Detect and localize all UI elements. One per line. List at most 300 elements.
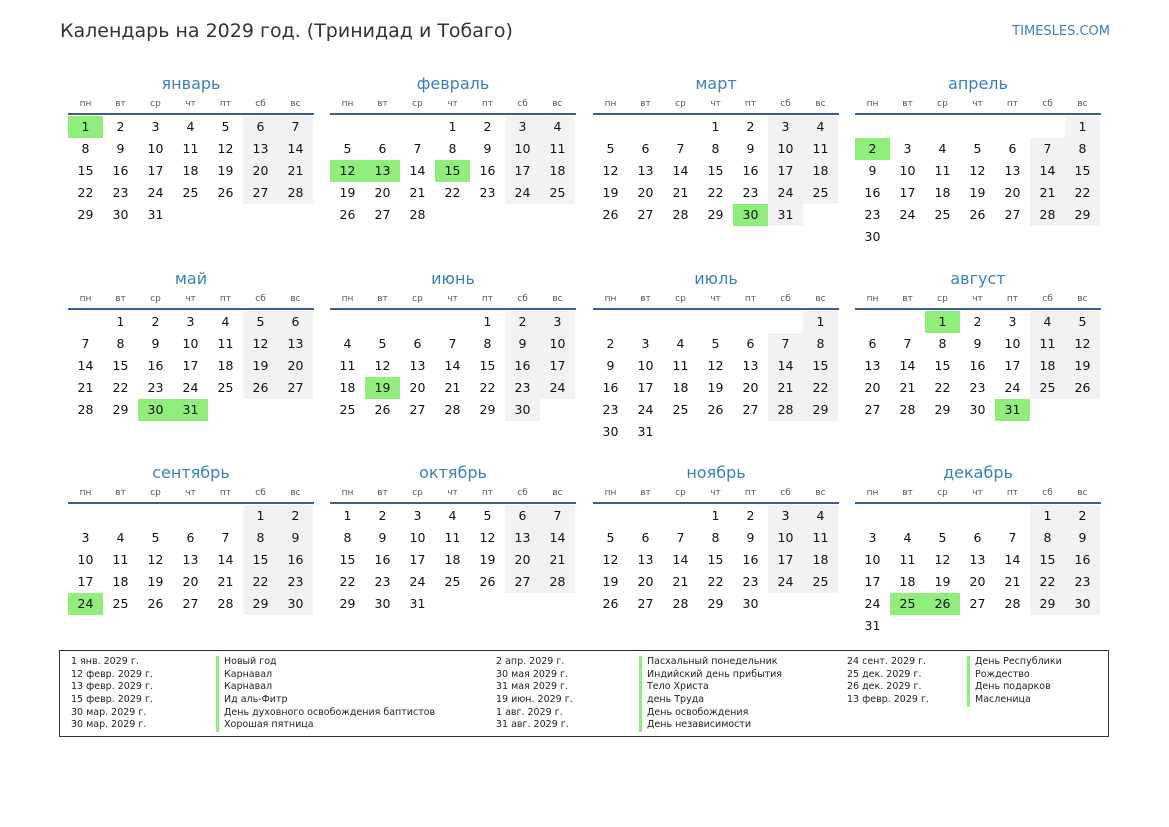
- empty-cell: [593, 311, 628, 333]
- day-cell: 19: [339, 185, 356, 200]
- holiday-day-cell: 1: [68, 116, 103, 138]
- legend-holiday-name: Индийский день прибытия: [647, 668, 783, 680]
- day-cell: 4: [343, 336, 352, 351]
- day-cell: 16: [864, 185, 881, 200]
- days-grid: [330, 505, 576, 615]
- day-cell: 2: [278, 505, 313, 527]
- weekday-label: сб: [780, 488, 791, 498]
- weekday-label: пт: [744, 488, 757, 498]
- day-cell: 20: [505, 549, 540, 571]
- legend-names-column: [639, 656, 782, 732]
- weekday-label: сб: [780, 294, 791, 304]
- weekday-label: пт: [219, 488, 232, 498]
- day-cell: 25: [444, 574, 461, 589]
- month-block: [593, 463, 839, 615]
- weekday-label: сб: [255, 294, 266, 304]
- day-cell: 25: [1030, 377, 1065, 399]
- weekday-label: вт: [377, 488, 388, 498]
- day-cell: 14: [768, 355, 803, 377]
- day-cell: 11: [803, 138, 838, 160]
- day-cell: 16: [602, 380, 619, 395]
- empty-cell: [890, 116, 925, 138]
- day-cell: 11: [444, 530, 461, 545]
- day-cell: 12: [1065, 333, 1100, 355]
- day-cell: 5: [938, 530, 947, 545]
- legend-date: 24 сент. 2029 г.: [847, 656, 927, 667]
- day-cell: 10: [768, 138, 803, 160]
- weekday-label: вс: [552, 99, 563, 109]
- weekday-label: пт: [481, 99, 494, 109]
- weekday-label: вт: [640, 294, 651, 304]
- day-cell: 23: [112, 185, 129, 200]
- day-cell: 25: [339, 402, 356, 417]
- weekday-label: вс: [815, 294, 826, 304]
- weekday-label: вс: [815, 488, 826, 498]
- weekday-label: вт: [377, 99, 388, 109]
- day-cell: 8: [243, 527, 278, 549]
- day-cell: 13: [637, 163, 654, 178]
- empty-cell: [365, 116, 400, 138]
- day-cell: 18: [899, 574, 916, 589]
- weekday-label: вс: [552, 294, 563, 304]
- weekday-label: сб: [1042, 99, 1053, 109]
- day-cell: 10: [899, 163, 916, 178]
- day-cell: 16: [479, 163, 496, 178]
- day-cell: 7: [413, 141, 422, 156]
- header-divider: [330, 113, 576, 115]
- day-cell: 10: [1004, 336, 1021, 351]
- day-cell: 29: [339, 596, 356, 611]
- weekday-header: [68, 292, 314, 306]
- weekday-header: [68, 97, 314, 111]
- day-cell: 3: [903, 141, 912, 156]
- day-cell: 12: [217, 141, 234, 156]
- month-name: декабрь: [943, 463, 1013, 482]
- site-link[interactable]: TIMESLES.COM: [1012, 24, 1110, 39]
- legend-date: 30 мар. 2029 г.: [71, 706, 147, 718]
- day-cell: 15: [803, 355, 838, 377]
- empty-cell: [698, 311, 733, 333]
- day-cell: 10: [768, 527, 803, 549]
- weekday-label: сб: [780, 99, 791, 109]
- day-cell: 5: [243, 311, 278, 333]
- day-cell: 18: [444, 552, 461, 567]
- legend-date: 19 июн. 2029 г.: [496, 694, 573, 706]
- day-cell: 28: [444, 402, 461, 417]
- day-cell: 23: [969, 380, 986, 395]
- day-cell: 5: [343, 141, 352, 156]
- day-cell: 21: [409, 185, 426, 200]
- day-cell: 12: [934, 552, 951, 567]
- day-cell: 15: [77, 163, 94, 178]
- weekday-label: вт: [377, 294, 388, 304]
- day-cell: 4: [676, 336, 685, 351]
- day-cell: 27: [243, 182, 278, 204]
- weekday-label: сб: [1042, 488, 1053, 498]
- day-cell: 23: [505, 377, 540, 399]
- legend-holiday-name: Тело Христа: [647, 681, 709, 693]
- day-cell: 22: [112, 380, 129, 395]
- day-cell: 9: [505, 333, 540, 355]
- day-cell: 4: [938, 141, 947, 156]
- day-cell: 22: [77, 185, 94, 200]
- day-cell: 6: [746, 336, 755, 351]
- day-cell: 20: [374, 185, 391, 200]
- day-cell: 1: [116, 314, 125, 329]
- weekday-label: чт: [972, 99, 983, 109]
- empty-cell: [208, 505, 243, 527]
- day-cell: 30: [278, 593, 313, 615]
- day-cell: 23: [864, 207, 881, 222]
- day-cell: 26: [969, 207, 986, 222]
- day-cell: 26: [707, 402, 724, 417]
- legend-holiday-name: День подарков: [975, 681, 1051, 693]
- day-cell: 17: [637, 380, 654, 395]
- empty-cell: [330, 116, 365, 138]
- day-cell: 20: [409, 380, 426, 395]
- day-cell: 4: [903, 530, 912, 545]
- day-cell: 27: [864, 402, 881, 417]
- header-divider: [855, 113, 1101, 115]
- legend-date: 12 февр. 2029 г.: [71, 668, 153, 680]
- weekday-label: чт: [185, 294, 196, 304]
- weekday-label: пт: [744, 294, 757, 304]
- weekday-label: вс: [815, 99, 826, 109]
- day-cell: 10: [182, 336, 199, 351]
- day-cell: 18: [803, 549, 838, 571]
- day-cell: 20: [278, 355, 313, 377]
- header-divider: [330, 308, 576, 310]
- header-divider: [593, 502, 839, 504]
- day-cell: 22: [479, 380, 496, 395]
- legend-holiday-name: День независимости: [647, 719, 752, 731]
- empty-cell: [960, 505, 995, 527]
- empty-cell: [733, 311, 768, 333]
- day-cell: 2: [606, 336, 615, 351]
- month-name: июль: [694, 269, 738, 288]
- day-cell: 31: [637, 424, 654, 439]
- days-grid: [330, 311, 576, 421]
- day-cell: 22: [934, 380, 951, 395]
- day-cell: 14: [1004, 552, 1021, 567]
- day-cell: 25: [672, 402, 689, 417]
- empty-cell: [855, 505, 890, 527]
- day-cell: 1: [483, 314, 492, 329]
- day-cell: 2: [378, 508, 387, 523]
- day-cell: 13: [637, 552, 654, 567]
- day-cell: 17: [768, 549, 803, 571]
- month-name: август: [950, 269, 1006, 288]
- weekday-label: сб: [517, 294, 528, 304]
- day-cell: 23: [742, 185, 759, 200]
- legend-holiday-name: Пасхальный понедельник: [647, 656, 778, 667]
- day-cell: 17: [540, 355, 575, 377]
- empty-cell: [995, 116, 1030, 138]
- month-block: [855, 463, 1101, 637]
- weekday-label: вт: [902, 99, 913, 109]
- weekday-label: вт: [115, 294, 126, 304]
- day-cell: 9: [151, 336, 160, 351]
- day-cell: 5: [1065, 311, 1100, 333]
- day-cell: 3: [81, 530, 90, 545]
- day-cell: 10: [637, 358, 654, 373]
- day-cell: 3: [868, 530, 877, 545]
- weekday-label: пн: [866, 99, 879, 109]
- day-cell: 15: [339, 552, 356, 567]
- day-cell: 25: [217, 380, 234, 395]
- weekday-label: ср: [675, 294, 686, 304]
- day-cell: 11: [112, 552, 129, 567]
- weekday-label: ср: [412, 488, 423, 498]
- empty-cell: [855, 116, 890, 138]
- empty-cell: [628, 311, 663, 333]
- day-cell: 25: [540, 182, 575, 204]
- weekday-label: сб: [517, 99, 528, 109]
- weekday-label: вт: [115, 99, 126, 109]
- day-cell: 4: [803, 505, 838, 527]
- day-cell: 4: [186, 119, 195, 134]
- day-cell: 11: [217, 336, 234, 351]
- weekday-label: ср: [675, 99, 686, 109]
- day-cell: 22: [444, 185, 461, 200]
- day-cell: 19: [934, 574, 951, 589]
- weekday-header: [855, 292, 1101, 306]
- month-block: [68, 269, 314, 421]
- weekday-label: сб: [255, 488, 266, 498]
- day-cell: 24: [409, 574, 426, 589]
- day-cell: 31: [768, 204, 803, 226]
- day-cell: 2: [746, 508, 755, 523]
- day-cell: 22: [707, 574, 724, 589]
- day-cell: 6: [1008, 141, 1017, 156]
- empty-cell: [435, 311, 470, 333]
- day-cell: 17: [864, 574, 881, 589]
- month-name: январь: [161, 74, 221, 93]
- day-cell: 23: [602, 402, 619, 417]
- day-cell: 21: [1004, 574, 1021, 589]
- legend-holiday-name: Карнавал: [224, 681, 273, 693]
- empty-cell: [138, 505, 173, 527]
- day-cell: 2: [151, 314, 160, 329]
- empty-cell: [628, 505, 663, 527]
- header-divider: [68, 308, 314, 310]
- day-cell: 25: [803, 571, 838, 593]
- day-cell: 21: [77, 380, 94, 395]
- day-cell: 7: [676, 530, 685, 545]
- weekday-header: [855, 97, 1101, 111]
- day-cell: 16: [742, 552, 759, 567]
- empty-cell: [400, 311, 435, 333]
- day-cell: 12: [602, 163, 619, 178]
- legend-date: 1 авг. 2029 г.: [496, 706, 563, 718]
- weekday-label: вт: [640, 99, 651, 109]
- day-cell: 2: [746, 119, 755, 134]
- day-cell: 6: [641, 141, 650, 156]
- day-cell: 12: [147, 552, 164, 567]
- day-cell: 18: [803, 160, 838, 182]
- day-cell: 2: [973, 314, 982, 329]
- day-cell: 3: [186, 314, 195, 329]
- empty-cell: [663, 116, 698, 138]
- day-cell: 18: [217, 358, 234, 373]
- day-cell: 8: [448, 141, 457, 156]
- day-cell: 9: [606, 358, 615, 373]
- day-cell: 30: [969, 402, 986, 417]
- day-cell: 1: [448, 119, 457, 134]
- legend-holiday-name: Карнавал: [224, 668, 273, 680]
- month-name: сентябрь: [152, 463, 230, 482]
- day-cell: 9: [116, 141, 125, 156]
- legend-holiday-name: День духовного освобождения баптистов: [224, 706, 436, 718]
- day-cell: 22: [339, 574, 356, 589]
- day-cell: 6: [278, 311, 313, 333]
- day-cell: 11: [934, 163, 951, 178]
- day-cell: 9: [1065, 527, 1100, 549]
- day-cell: 30: [505, 399, 540, 421]
- holiday-day-cell: 15: [435, 160, 470, 182]
- legend-date: 30 мая 2029 г.: [496, 668, 569, 680]
- day-cell: 11: [540, 138, 575, 160]
- month-block: [68, 74, 314, 226]
- month-name: март: [695, 74, 737, 93]
- day-cell: 25: [112, 596, 129, 611]
- legend-holiday-name: Масленица: [975, 694, 1031, 706]
- day-cell: 26: [479, 574, 496, 589]
- weekday-header: [68, 486, 314, 500]
- day-cell: 8: [343, 530, 352, 545]
- day-cell: 4: [448, 508, 457, 523]
- day-cell: 5: [711, 336, 720, 351]
- day-cell: 28: [540, 571, 575, 593]
- weekday-label: пн: [79, 294, 92, 304]
- day-cell: 18: [540, 160, 575, 182]
- weekday-label: ср: [937, 99, 948, 109]
- empty-cell: [663, 311, 698, 333]
- day-cell: 30: [864, 229, 881, 244]
- days-grid: [330, 116, 576, 226]
- weekday-label: пн: [79, 488, 92, 498]
- weekday-label: пт: [219, 99, 232, 109]
- legend-date: 1 янв. 2029 г.: [71, 656, 139, 667]
- day-cell: 23: [147, 380, 164, 395]
- day-cell: 11: [672, 358, 689, 373]
- day-cell: 28: [1030, 204, 1065, 226]
- day-cell: 13: [742, 358, 759, 373]
- month-block: [855, 269, 1101, 421]
- day-cell: 21: [217, 574, 234, 589]
- day-cell: 26: [602, 207, 619, 222]
- legend-date: 25 дек. 2029 г.: [847, 668, 922, 680]
- weekday-header: [330, 292, 576, 306]
- day-cell: 5: [606, 530, 615, 545]
- empty-cell: [173, 505, 208, 527]
- day-cell: 20: [637, 185, 654, 200]
- day-cell: 28: [672, 207, 689, 222]
- day-cell: 6: [641, 530, 650, 545]
- weekday-label: сб: [1042, 294, 1053, 304]
- day-cell: 27: [505, 571, 540, 593]
- day-cell: 5: [973, 141, 982, 156]
- day-cell: 12: [969, 163, 986, 178]
- month-name: ноябрь: [686, 463, 746, 482]
- day-cell: 10: [77, 552, 94, 567]
- day-cell: 10: [147, 141, 164, 156]
- days-grid: [68, 505, 314, 615]
- day-cell: 22: [1030, 571, 1065, 593]
- day-cell: 26: [374, 402, 391, 417]
- weekday-label: вт: [902, 294, 913, 304]
- day-cell: 7: [278, 116, 313, 138]
- day-cell: 28: [77, 402, 94, 417]
- day-cell: 25: [934, 207, 951, 222]
- empty-cell: [68, 311, 103, 333]
- day-cell: 13: [243, 138, 278, 160]
- empty-cell: [400, 116, 435, 138]
- weekday-header: [593, 486, 839, 500]
- day-cell: 31: [409, 596, 426, 611]
- day-cell: 27: [1004, 207, 1021, 222]
- header-divider: [855, 308, 1101, 310]
- day-cell: 14: [1030, 160, 1065, 182]
- day-cell: 20: [969, 574, 986, 589]
- day-cell: 11: [182, 141, 199, 156]
- weekday-label: пн: [604, 488, 617, 498]
- day-cell: 18: [339, 380, 356, 395]
- day-cell: 9: [868, 163, 877, 178]
- empty-cell: [628, 116, 663, 138]
- day-cell: 17: [182, 358, 199, 373]
- weekday-label: пн: [341, 488, 354, 498]
- weekday-label: ср: [937, 488, 948, 498]
- day-cell: 7: [903, 336, 912, 351]
- holiday-day-cell: 31: [173, 399, 208, 421]
- day-cell: 16: [1065, 549, 1100, 571]
- day-cell: 11: [339, 358, 356, 373]
- day-cell: 29: [1065, 204, 1100, 226]
- day-cell: 30: [112, 207, 129, 222]
- day-cell: 29: [479, 402, 496, 417]
- day-cell: 13: [864, 358, 881, 373]
- day-cell: 6: [413, 336, 422, 351]
- legend-holiday-name: Ид аль-Фитр: [224, 694, 288, 706]
- month-block: [330, 269, 576, 421]
- holiday-day-cell: 25: [890, 593, 925, 615]
- day-cell: 21: [672, 574, 689, 589]
- day-cell: 24: [147, 185, 164, 200]
- weekday-label: пн: [341, 99, 354, 109]
- day-cell: 1: [343, 508, 352, 523]
- day-cell: 17: [505, 160, 540, 182]
- day-cell: 19: [217, 163, 234, 178]
- day-cell: 24: [182, 380, 199, 395]
- day-cell: 24: [540, 377, 575, 399]
- weekday-label: чт: [972, 294, 983, 304]
- empty-cell: [1030, 116, 1065, 138]
- holiday-day-cell: 19: [365, 377, 400, 399]
- day-cell: 1: [711, 508, 720, 523]
- day-cell: 1: [243, 505, 278, 527]
- day-cell: 10: [409, 530, 426, 545]
- day-cell: 20: [637, 574, 654, 589]
- legend-date: 31 мая 2029 г.: [496, 681, 569, 693]
- day-cell: 13: [1004, 163, 1021, 178]
- weekday-label: чт: [185, 99, 196, 109]
- day-cell: 26: [339, 207, 356, 222]
- day-cell: 5: [483, 508, 492, 523]
- day-cell: 17: [77, 574, 94, 589]
- day-cell: 18: [934, 185, 951, 200]
- empty-cell: [593, 116, 628, 138]
